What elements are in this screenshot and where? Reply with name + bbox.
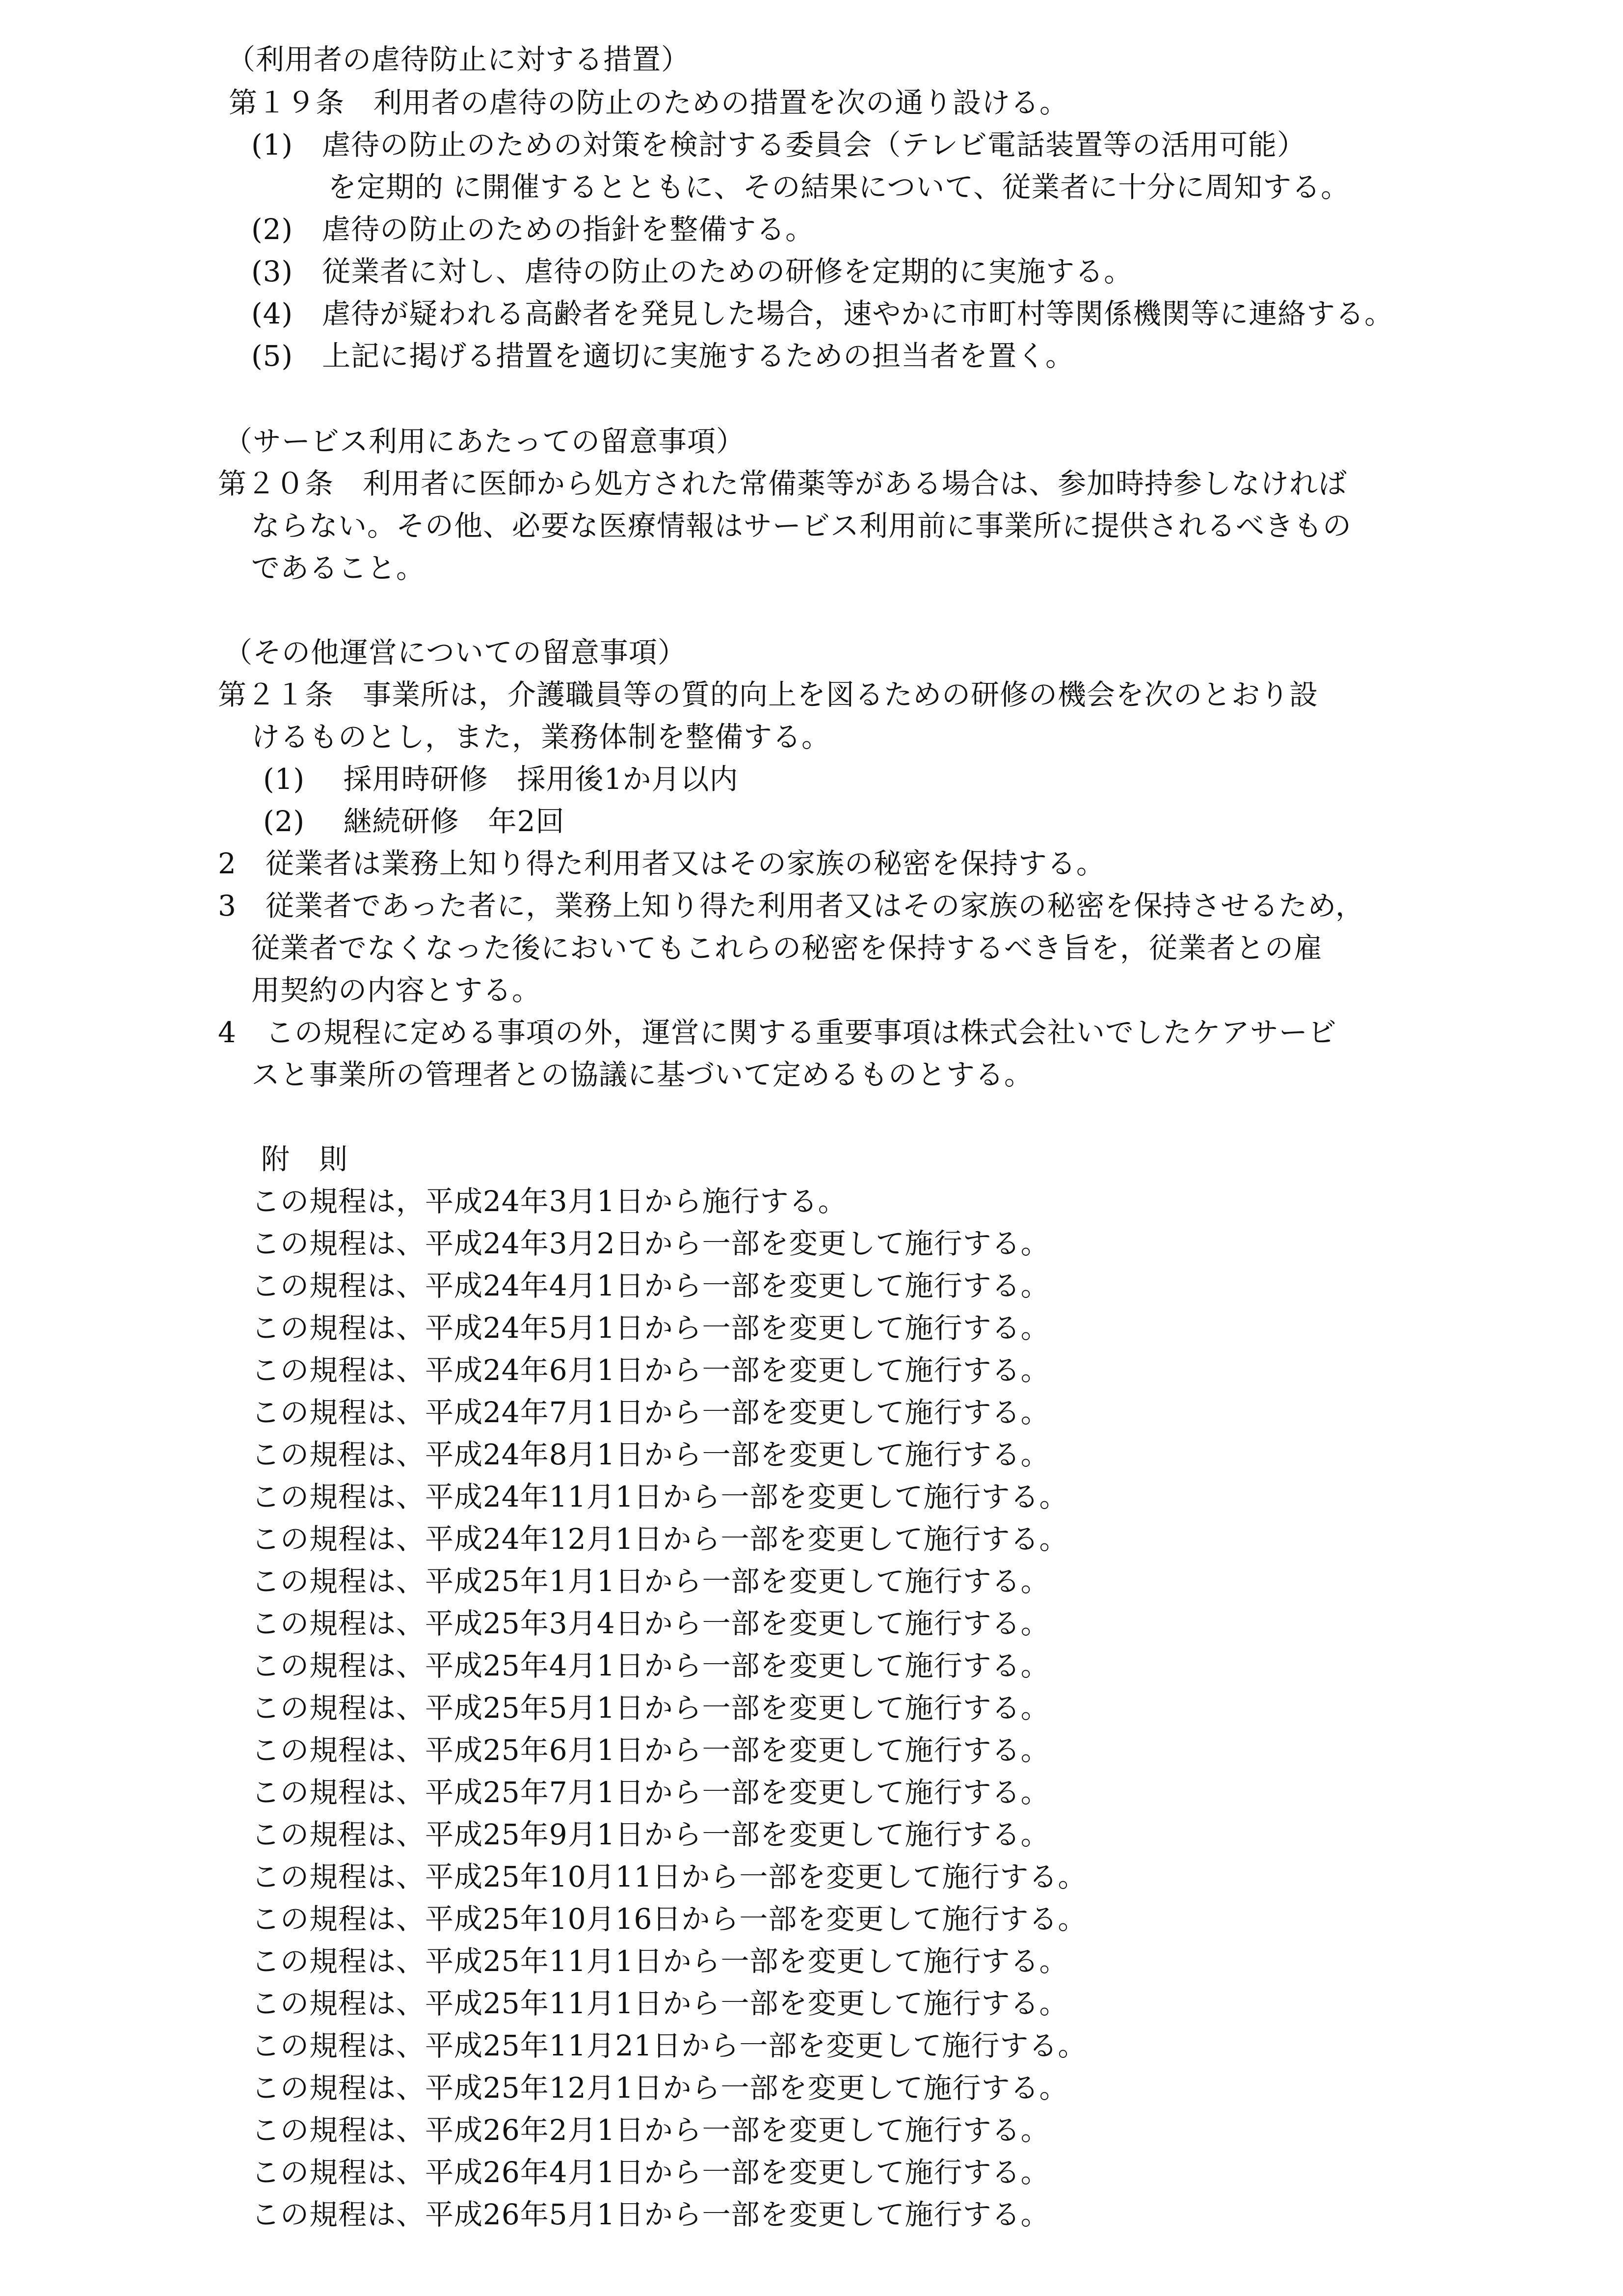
supplementary-line: この規程は、平成25年10月11日から一部を変更して施行する。 — [251, 1860, 1087, 1893]
article-21-para-3: 3 従業者であった者に，業務上知り得た利用者又はその家族の秘密を保持させるため， — [218, 889, 1365, 922]
supplementary-line: この規程は、平成24年11月1日から一部を変更して施行する。 — [251, 1480, 1068, 1513]
article-21-line-1: 第２１条 事業所は，介護職員等の質的向上を図るための研修の機会を次のとおり設 — [218, 678, 1319, 711]
supplementary-line: この規程は、平成26年2月1日から一部を変更して施行する。 — [251, 2113, 1050, 2147]
article-21-para-3-cont-1: 従業者でなくなった後においてもこれらの秘密を保持するべき旨を，従業者との雇 — [251, 931, 1323, 965]
supplementary-line: この規程は、平成25年1月1日から一部を変更して施行する。 — [251, 1565, 1050, 1598]
supplementary-line: この規程は、平成25年5月1日から一部を変更して施行する。 — [251, 1691, 1050, 1725]
article-21-heading: （その他運営についての留意事項） — [224, 636, 687, 669]
article-21-line-2: けるものとし，また，業務体制を整備する。 — [251, 720, 831, 754]
supplementary-heading: 附 則 — [261, 1142, 348, 1176]
article-19-item-2: (2) 虐待の防止のための指針を整備する。 — [251, 213, 815, 246]
supplementary-line: この規程は、平成25年11月1日から一部を変更して施行する。 — [251, 1945, 1068, 1978]
article-19-item-1-cont: を定期的 に開催するとともに、その結果について、従業者に十分に周知する。 — [328, 170, 1350, 204]
article-19-item-4: (4) 虐待が疑われる高齢者を発見した場合，速やかに市町村等関係機関等に連絡する。 — [251, 297, 1394, 330]
article-19-item-3: (3) 従業者に対し、虐待の防止のための研修を定期的に実施する。 — [251, 255, 1133, 288]
article-21-item-1: (1) 採用時研修 採用後1か月以内 — [263, 762, 739, 796]
article-20-line-3: であること。 — [251, 551, 426, 585]
supplementary-line: この規程は、平成25年6月1日から一部を変更して施行する。 — [251, 1733, 1050, 1767]
article-19-title: 第１９条 利用者の虐待の防止のための措置を次の通り設ける。 — [229, 86, 1069, 119]
supplementary-line: この規程は、平成25年7月1日から一部を変更して施行する。 — [251, 1776, 1050, 1809]
supplementary-line: この規程は、平成26年4月1日から一部を変更して施行する。 — [251, 2156, 1050, 2189]
article-19-heading: （利用者の虐待防止に対する措置） — [227, 43, 691, 76]
supplementary-line: この規程は、平成24年12月1日から一部を変更して施行する。 — [251, 1522, 1068, 1556]
article-20-line-2: ならない。その他、必要な医療情報はサービス利用前に事業所に提供されるべきもの — [251, 509, 1352, 542]
article-19-item-1: (1) 虐待の防止のための対策を検討する委員会（テレビ電話装置等の活用可能） — [251, 128, 1306, 162]
supplementary-line: この規程は、平成25年10月16日から一部を変更して施行する。 — [251, 1902, 1087, 1936]
article-21-para-4-cont: スと事業所の管理者との協議に基づいて定めるものとする。 — [251, 1058, 1034, 1091]
article-20-heading: （サービス利用にあたっての留意事項） — [224, 425, 745, 458]
supplementary-line: この規程は、平成24年7月1日から一部を変更して施行する。 — [251, 1396, 1050, 1429]
article-21-para-4: 4 この規程に定める事項の外，運営に関する重要事項は株式会社いでしたケアサービ — [218, 1016, 1337, 1049]
supplementary-line: この規程は、平成26年5月1日から一部を変更して施行する。 — [251, 2198, 1050, 2231]
supplementary-line: この規程は、平成25年3月4日から一部を変更して施行する。 — [251, 1607, 1050, 1640]
article-21-item-2: (2) 継続研修 年2回 — [263, 805, 565, 838]
article-19-item-5: (5) 上記に掲げる措置を適切に実施するための担当者を置く。 — [251, 339, 1074, 373]
article-21-para-2: 2 従業者は業務上知り得た利用者又はその家族の秘密を保持する。 — [218, 847, 1105, 880]
supplementary-line: この規程は、平成24年4月1日から一部を変更して施行する。 — [251, 1269, 1050, 1302]
article-21-para-3-cont-2: 用契約の内容とする。 — [251, 973, 541, 1007]
supplementary-line: この規程は，平成24年3月1日から施行する。 — [251, 1185, 847, 1218]
article-20-line-1: 第２０条 利用者に医師から処方された常備薬等がある場合は、参加時持参しなければ — [218, 467, 1348, 500]
supplementary-line: この規程は、平成24年6月1日から一部を変更して施行する。 — [251, 1353, 1050, 1387]
supplementary-line: この規程は、平成25年12月1日から一部を変更して施行する。 — [251, 2071, 1068, 2105]
supplementary-line: この規程は、平成25年9月1日から一部を変更して施行する。 — [251, 1818, 1050, 1851]
supplementary-line: この規程は、平成25年11月21日から一部を変更して施行する。 — [251, 2029, 1087, 2062]
supplementary-line: この規程は、平成25年4月1日から一部を変更して施行する。 — [251, 1649, 1050, 1682]
supplementary-line: この規程は、平成24年3月2日から一部を変更して施行する。 — [251, 1227, 1050, 1260]
supplementary-line: この規程は、平成24年5月1日から一部を変更して施行する。 — [251, 1311, 1050, 1345]
supplementary-line: この規程は、平成25年11月1日から一部を変更して施行する。 — [251, 1987, 1068, 2020]
supplementary-line: この規程は、平成24年8月1日から一部を変更して施行する。 — [251, 1438, 1050, 1471]
